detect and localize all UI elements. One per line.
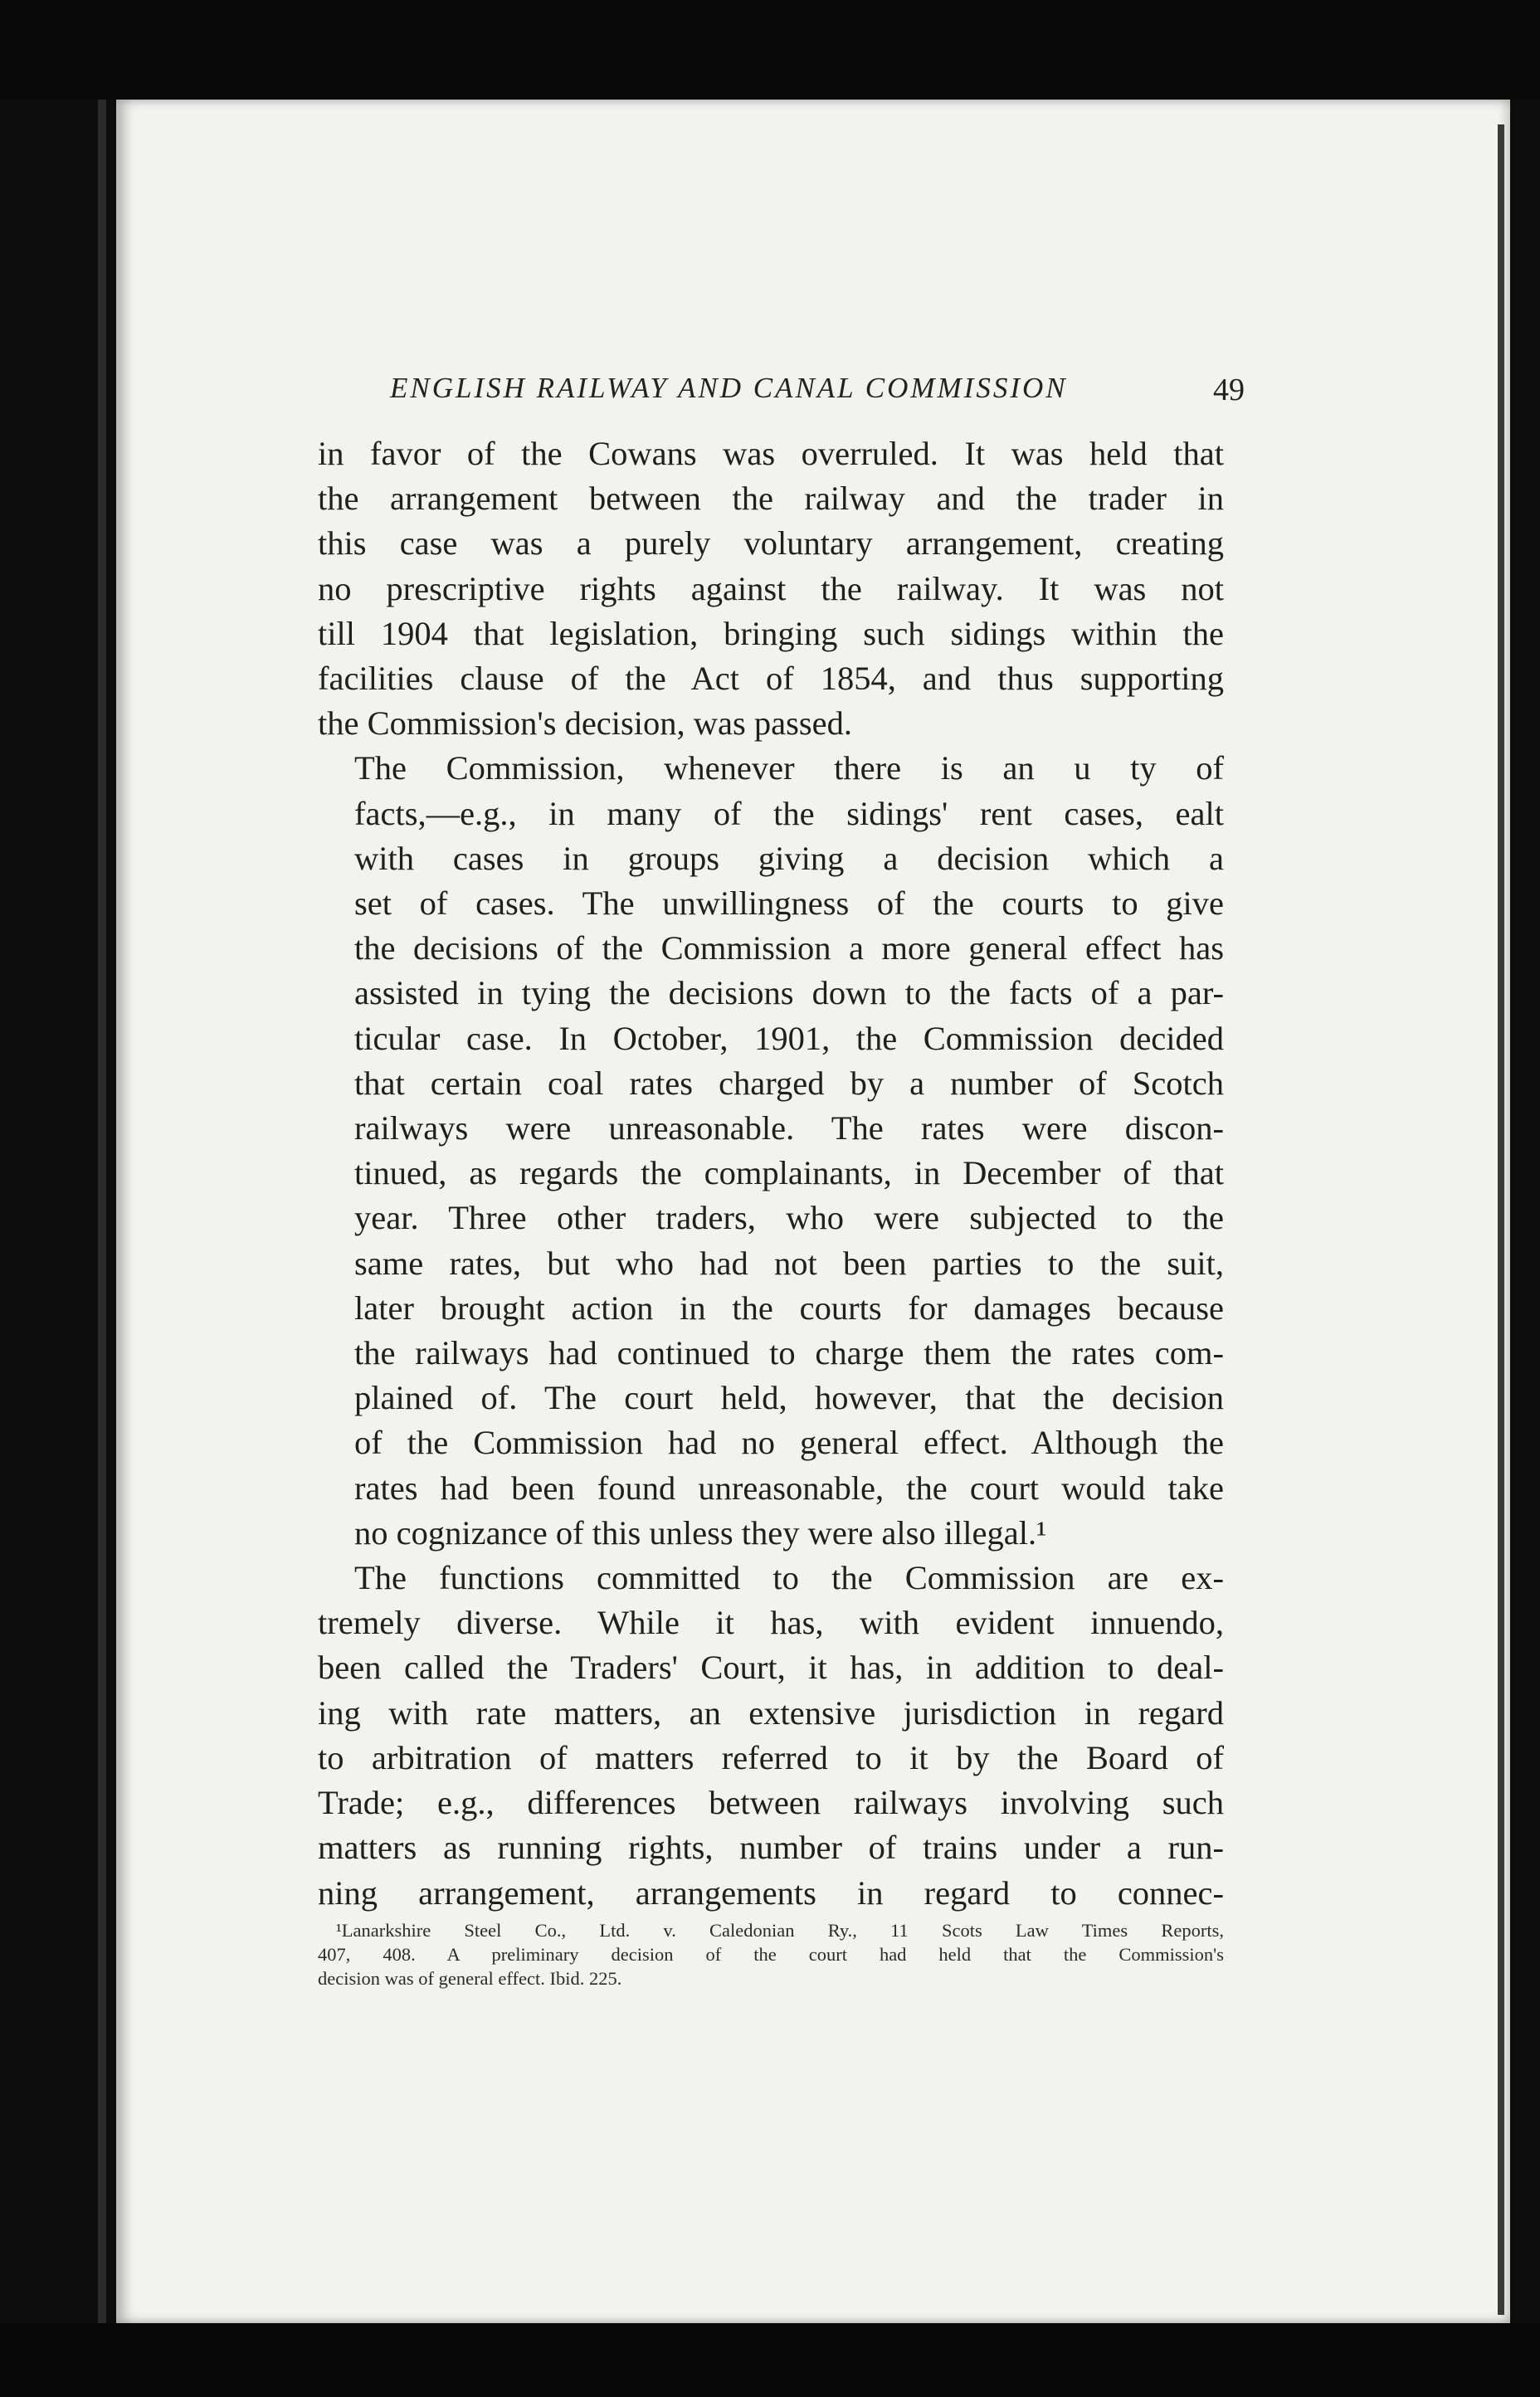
footnote-line: 407, 408. A preliminary decision of the court had held that the Commission's: [318, 1944, 1224, 1965]
text-line: with cases in groups giving a decision which a: [354, 839, 1224, 877]
text-line: later brought action in the courts for damages because: [354, 1289, 1224, 1327]
footnote-line: decision was of general effect. Ibid. 225.: [318, 1968, 622, 1989]
page-number: 49: [1213, 373, 1245, 407]
text-line: in favor of the Cowans was overruled. It was held that: [318, 435, 1224, 472]
running-head: ENGLISH RAILWAY AND CANAL COMMISSION: [390, 372, 1068, 404]
paragraph-3: [318, 1556, 1224, 1916]
text-line: this case was a purely voluntary arrangement, creating: [318, 524, 1224, 563]
footnote: [318, 1918, 1224, 1990]
text-line: matters as running rights, number of trains under a run-: [318, 1829, 1224, 1867]
text-line: the arrangement between the railway and the trader in: [318, 480, 1224, 518]
text-line: till 1904 that legislation, bringing such sidings within the: [318, 614, 1224, 652]
text-line: set of cases. The unwillingness of the courts to give: [354, 884, 1224, 923]
paragraph-1: [318, 431, 1224, 746]
text-line: the decisions of the Commission a more general effect has: [354, 929, 1224, 967]
text-line: no cognizance of this unless they were also illegal.¹: [354, 1513, 1047, 1552]
paragraph-2: [318, 746, 1224, 1556]
text-line: of the Commission had no general effect. Although the: [354, 1424, 1224, 1462]
text-line: railways were unreasonable. The rates were discon-: [354, 1109, 1224, 1147]
text-line: that certain coal rates charged by a number of Scotch: [354, 1064, 1224, 1102]
text-line: the railways had continued to charge them the rates com-: [354, 1334, 1224, 1372]
text-line: rates had been found unreasonable, the court would take: [354, 1469, 1224, 1507]
text-line: tremely diverse. While it has, with evident innuendo,: [318, 1604, 1224, 1642]
text-line: to arbitration of matters referred to it by the Board of: [318, 1738, 1224, 1776]
text-line: same rates, but who had not been parties to the suit,: [354, 1244, 1224, 1282]
text-line: Trade; e.g., differences between railways involving such: [318, 1784, 1224, 1822]
text-line: facilities clause of the Act of 1854, and thus supporting: [318, 660, 1224, 698]
text-line: ning arrangement, arrangements in regard to connec-: [318, 1873, 1224, 1912]
scan-top-border: [0, 0, 1540, 100]
body-text: [318, 431, 1224, 1916]
text-line: ing with rate matters, an extensive jurisdiction in regard: [318, 1693, 1224, 1732]
text-line: plained of. The court held, however, that the decision: [354, 1379, 1224, 1417]
text-line: assisted in tying the decisions down to the facts of a par-: [354, 974, 1224, 1012]
text-line: year. Three other traders, who were subjected to the: [354, 1199, 1224, 1237]
text-line: been called the Traders' Court, it has, in addition to deal-: [318, 1649, 1224, 1687]
text-line: facts,—e.g., in many of the sidings' rent cases, ealt: [354, 794, 1224, 832]
text-line: The Commission, whenever there is an u ty of: [354, 749, 1224, 787]
page-edge-shadow: [1498, 124, 1504, 2315]
text-line: ticular case. In October, 1901, the Commission decided: [354, 1019, 1224, 1057]
book-spine-shadow: [98, 100, 106, 2323]
scan-bottom-border: [0, 2323, 1540, 2397]
footnote-line: ¹Lanarkshire Steel Co., Ltd. v. Caledonian Ry., 11 Scots Law Times Reports,: [336, 1920, 1224, 1941]
text-line: the Commission's decision, was passed.: [318, 704, 853, 743]
text-line: no prescriptive rights against the railway. It was not: [318, 569, 1224, 607]
text-line: The functions committed to the Commission are ex-: [354, 1559, 1224, 1597]
text-line: tinued, as regards the complainants, in December of that: [354, 1154, 1224, 1192]
